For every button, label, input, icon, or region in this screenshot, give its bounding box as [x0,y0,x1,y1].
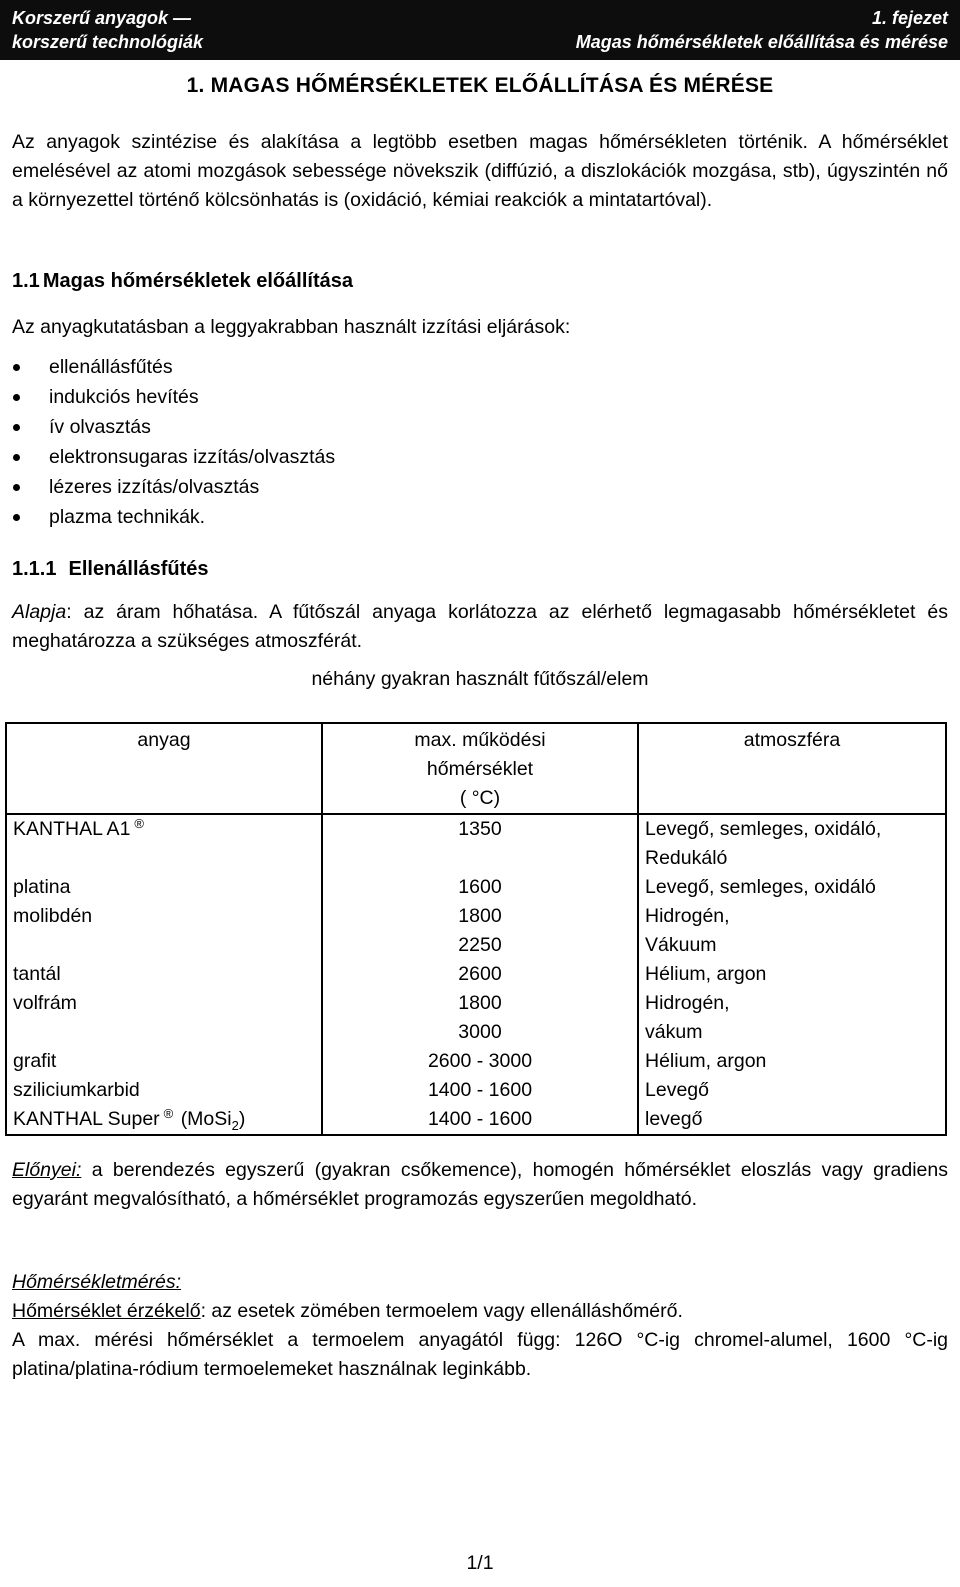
table-header-row [6,723,946,814]
table-row [6,814,946,873]
header-right [576,6,948,54]
bullet-icon [13,514,20,521]
cell-temp: 1400 - 1600 [322,1076,638,1105]
table-row [6,1047,946,1076]
methods-lead-text: Az anyagkutatásban a leggyakrabban használt izzítási eljárások: [12,316,571,338]
header-chapter-title: Magas hőmérsékletek előállítása és mérése [575,32,948,52]
list-item-text: ív olvasztás [49,416,151,438]
cell-atmosphere: levegő [638,1105,946,1135]
header-book-title-line1: Korszerű anyagok — [12,8,192,28]
cell-temp: 1600 [322,873,638,902]
max-temperature-paragraph: A max. mérési hőmérséklet a termoelem anyagától függ: 126O °C-ig chromel-alumel, 1600 °C-ig platina/platina-ródium termoelemeket használnak leginkább. [12,1329,948,1380]
cell-material: KANTHAL Super ® (MoSi$_2$) [6,1105,322,1135]
cell-material: platina [6,873,322,902]
cell-material: KANTHAL A1 ® [6,814,322,873]
alapja-text: : az áram hőhatása. A fűtőszál anyaga korlátozza az elérhető legmagasabb hőmérsékletet és meghatározza a szükséges atmoszférát. [12,601,948,652]
cell-temp: 1800 2250 [322,902,638,960]
cell-atmosphere: Levegő, semleges, oxidáló [638,873,946,902]
intro-paragraph: Az anyagok szintézise és alakítása a legtöbb esetben magas hőmérsékleten történik. A hőmérséklet emelésével az atomi mozgások sebessége növekszik (diffúzió, a diszlokációk mozgása, stb), úgyszintén nő a környezettel történő kölcsönhatás is (oxidáció, kémiai reakciók a mintatartóval). [12,131,948,211]
list-item-text: lézeres izzítás/olvasztás [49,476,260,498]
bullet-icon [13,424,20,431]
cell-temp: 2600 [322,960,638,989]
list-item [12,442,335,472]
alapja-paragraph [12,598,948,656]
advantages-label: Előnyei: [12,1159,82,1181]
page-header [0,0,960,60]
table-row [6,1105,946,1135]
header-max-temp-line2: hőmérséklet [426,758,534,780]
advantages-paragraph [12,1156,948,1214]
header-max-temp-line1: max. működési [414,729,546,751]
temperature-measurement-heading: Hőmérsékletmérés: [12,1271,182,1293]
cell-material: molibdén [6,902,322,960]
header-max-temp-unit: ( °C) [459,787,501,809]
bullet-icon [13,364,20,371]
sensor-label: Hőmérséklet érzékelő [12,1300,201,1322]
bullet-icon [13,454,20,461]
table-row [6,902,946,960]
registered-icon: ® [134,815,145,831]
cell-temp: 1800 3000 [322,989,638,1047]
chapter-title: 1. MAGAS HŐMÉRSÉKLETEK ELŐÁLLÍTÁSA ÉS MÉRÉSE [186,74,774,97]
page-number: 1/1 [466,1552,494,1574]
temperature-sensor-paragraph [12,1297,948,1326]
cell-material: tantál [6,960,322,989]
list-item [12,352,335,382]
header-material: anyag [6,723,322,814]
heating-elements-table [5,722,947,1136]
cell-atmosphere: Levegő [638,1076,946,1105]
cell-atmosphere: Hélium, argon [638,1047,946,1076]
cell-atmosphere: Levegő, semleges, oxidáló, Redukáló [638,814,946,873]
cell-temp: 2600 - 3000 [322,1047,638,1076]
bullet-icon [13,484,20,491]
table-caption: néhány gyakran használt fűtőszál/elem [311,668,649,690]
header-atmosphere: atmoszféra [638,723,946,814]
section-1-1-heading [12,270,353,293]
alapja-label: Alapja [12,601,67,623]
list-item-text: plazma technikák. [49,506,206,528]
sensor-text: : az esetek zömében termoelem vagy ellenálláshőmérő. [200,1300,683,1322]
subsection-number: 1.1.1 [12,558,57,580]
section-title: Magas hőmérsékletek előállítása [42,270,353,292]
table-row [6,873,946,902]
list-item [12,412,335,442]
header-left [12,6,203,54]
bullet-icon [13,394,20,401]
list-item-text: ellenállásfűtés [49,356,173,378]
table-row [6,989,946,1047]
subsection-title: Ellenállásfűtés [68,558,209,580]
cell-temp: 1350 [322,814,638,873]
cell-atmosphere: Hélium, argon [638,960,946,989]
cell-material: grafit [6,1047,322,1076]
cell-atmosphere: Hidrogén, vákum [638,989,946,1047]
table-row [6,1076,946,1105]
header-max-temp [322,723,638,814]
advantages-text: a berendezés egyszerű (gyakran csőkemence), homogén hőmérséklet eloszlás vagy gradiens egyaránt megvalósítható, a hőmérséklet programozás egyszerűen megoldható. [12,1159,948,1210]
list-item-text: indukciós hevítés [49,386,199,408]
heating-methods-list [12,352,335,532]
list-item [12,502,335,532]
table-row [6,960,946,989]
list-item [12,382,335,412]
registered-icon: ® [163,1105,174,1121]
list-item [12,472,335,502]
header-chapter-number: 1. fejezet [871,8,948,28]
cell-temp: 1400 - 1600 [322,1105,638,1135]
header-book-title-line2: korszerű technológiák [12,32,204,52]
cell-atmosphere: Hidrogén, Vákuum [638,902,946,960]
section-number: 1.1 [12,270,40,292]
section-1-1-1-heading [12,558,209,581]
cell-material: sziliciumkarbid [6,1076,322,1105]
list-item-text: elektronsugaras izzítás/olvasztás [49,446,336,468]
cell-material: volfrám [6,989,322,1047]
